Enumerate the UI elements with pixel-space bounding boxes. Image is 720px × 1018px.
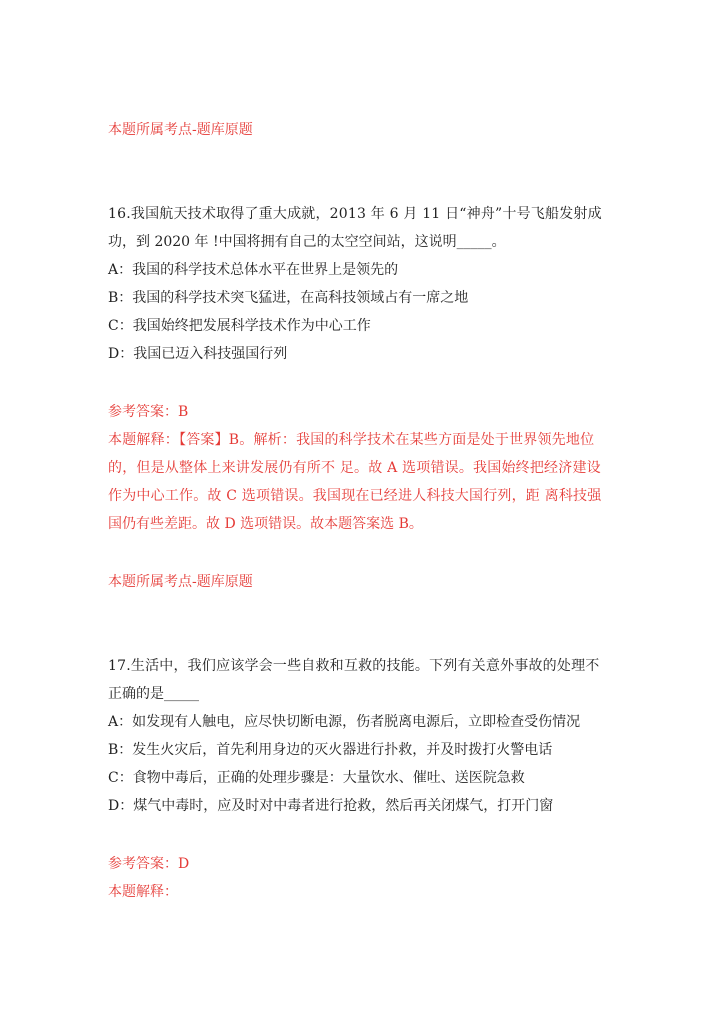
q17-option-a: A：如发现有人触电，应尽快切断电源，伤者脱离电源后，立即检查受伤情况 bbox=[108, 714, 581, 730]
q16-stem-line-2: 功，到 2020 年 !中国将拥有自己的太空空间站，这说明_____。 bbox=[108, 234, 506, 250]
q17-stem-line-1: 17.生活中，我们应该学会一些自救和互救的技能。下列有关意外事故的处理不 bbox=[108, 658, 600, 674]
q17-option-c: C：食物中毒后，正确的处理步骤是：大量饮水、催吐、送医院急救 bbox=[108, 770, 525, 786]
q16-source-label: 本题所属考点-题库原题 bbox=[108, 574, 253, 590]
q16-explanation-line-2: 的，但是从整体上来讲发展仍有所不 足。故 A 选项错误。我国始终把经济建设 bbox=[108, 460, 601, 476]
q16-explanation-line-1: 本题解释：【答案】B。解析：我国的科学技术在某些方面是处于世界领先地位 bbox=[108, 432, 595, 448]
q16-explanation-line-4: 国仍有些差距。故 D 选项错误。故本题答案选 B。 bbox=[108, 516, 423, 532]
question-source-label: 本题所属考点-题库原题 bbox=[108, 122, 253, 138]
q17-option-d: D：煤气中毒时，应及时对中毒者进行抢救，然后再关闭煤气，打开门窗 bbox=[108, 798, 554, 814]
q16-option-d: D：我国已迈入科技强国行列 bbox=[108, 346, 288, 362]
q17-answer: 参考答案：D bbox=[108, 856, 190, 872]
q17-explanation-label: 本题解释： bbox=[108, 884, 178, 900]
q16-answer: 参考答案：B bbox=[108, 404, 189, 420]
q16-option-b: B：我国的科学技术突飞猛进，在高科技领域占有一席之地 bbox=[108, 290, 469, 306]
q17-option-b: B：发生火灾后，首先利用身边的灭火器进行扑救，并及时拨打火警电话 bbox=[108, 742, 553, 758]
q16-stem-line-1: 16.我国航天技术取得了重大成就，2013 年 6 月 11 日“神舟”十号飞船发射成 bbox=[108, 206, 602, 222]
q16-option-a: A：我国的科学技术总体水平在世界上是领先的 bbox=[108, 262, 399, 278]
q17-stem-line-2: 正确的是_____ bbox=[108, 686, 199, 702]
q16-explanation-line-3: 作为中心工作。故 C 选项错误。我国现在已经进人科技大国行列，距 离科技强 bbox=[108, 488, 602, 504]
q16-option-c: C：我国始终把发展科学技术作为中心工作 bbox=[108, 318, 371, 334]
